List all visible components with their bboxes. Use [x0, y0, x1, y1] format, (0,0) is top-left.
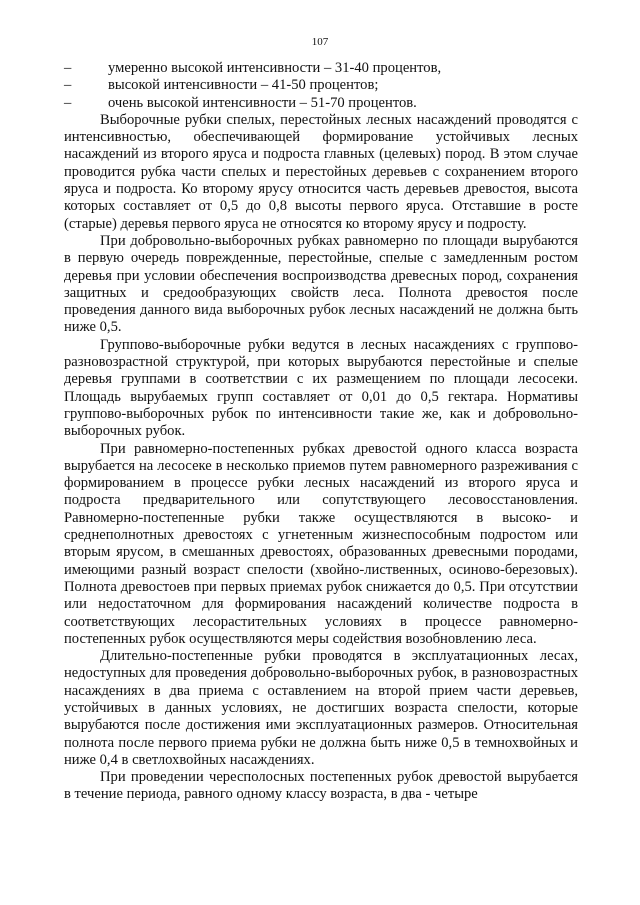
- list-item-text: высокой интенсивности – 41-50 процентов;: [108, 77, 379, 94]
- list-item: [64, 77, 578, 94]
- list-item-text: очень высокой интенсивности – 51-70 процентов.: [108, 94, 417, 111]
- page-body: [64, 60, 578, 804]
- list-dash: –: [64, 77, 72, 94]
- paragraph-voluntary-selective: При добровольно-выборочных рубках равномерно по площади вырубаются в первую очередь поврежденные, перестойные, спелые с замедленным ростом деревья при условии обеспечения воспроизводства древесных пород, сохранения защитных и средообразующих свойств леса. Полнота древостоя после проведения данного вида выборочных рубок лесных насаждений не должна быть ниже 0,5.: [64, 232, 578, 336]
- paragraph-uniform-gradual: При равномерно-постепенных рубках древостой одного класса возраста вырубается на лесосеке в несколько приемов путем равномерного разреживания с формированием в процессе рубки лесных насаждений из второго яруса и подроста предварительного или сопутствующего лесовосстановления. Равномерно-постепенные рубки также осуществляются в высоко- и среднеполнотных древостоях с угнетенным жизнеспособным подростом или вторым ярусом, в смешанных древостоях, образованных древесными породами, имеющими разный возраст спелости (хвойно-лиственных, осиново-березовых). Полнота древостоев при первых приемах рубок снижается до 0,5. При отсутствии или недостаточном для формирования насаждений количестве подроста в соответствующих лесорастительных условиях в процессе равномерно-постепенных рубок осуществляются меры содействия возобновлению леса.: [64, 440, 578, 647]
- list-item: [64, 60, 578, 77]
- list-dash: –: [64, 94, 72, 111]
- paragraph-long-gradual: Длительно-постепенные рубки проводятся в эксплуатационных лесах, недоступных для проведения добровольно-выборочных рубок, в разновозрастных насаждениях в два приема с оставлением на второй прием части деревьев, устойчивых в данных условиях, не достигших возраста спелости, которые вырубаются после достижения ими эксплуатационных размеров. Относительная полнота после первого приема рубки не должна быть ниже 0,5 в темнохвойных и ниже 0,4 в светлохвойных насаждениях.: [64, 648, 578, 768]
- paragraph-strip-gradual: При проведении чересполосных постепенных рубок древостой вырубается в течение периода, равного одному классу возраста, в два - четыре: [64, 769, 578, 803]
- paragraph-selective-cuttings: Выборочные рубки спелых, перестойных лесных насаждений проводятся с интенсивностью, обеспечивающей формирование устойчивых лесных насаждений из второго яруса и подроста главных (целевых) пород. В этом случае проводится рубка части спелых и перестойных деревьев с сохранением второго яруса и подроста. Ко второму ярусу относится часть деревьев древостоя, высота которых составляет от 0,5 до 0,8 высоты первого яруса. Отставшие в росте (старые) деревья первого яруса не относятся ко второму ярусу и подросту.: [64, 111, 578, 232]
- paragraph-group-selective: Группово-выборочные рубки ведутся в лесных насаждениях с группово-разновозрастной структурой, при которых вырубаются перестойные и спелые деревья группами в соответствии с их размещением по площади лесосеки. Площадь вырубаемых групп составляет от 0,01 до 0,5 гектара. Нормативы группово-выборочных рубок по интенсивности такие же, как и добровольно-выборочных рубок.: [64, 336, 578, 440]
- list-item: [64, 95, 578, 112]
- list-item-text: умеренно высокой интенсивности – 31-40 процентов,: [108, 60, 442, 76]
- page-number: 107: [311, 36, 329, 48]
- list-dash: –: [64, 60, 72, 76]
